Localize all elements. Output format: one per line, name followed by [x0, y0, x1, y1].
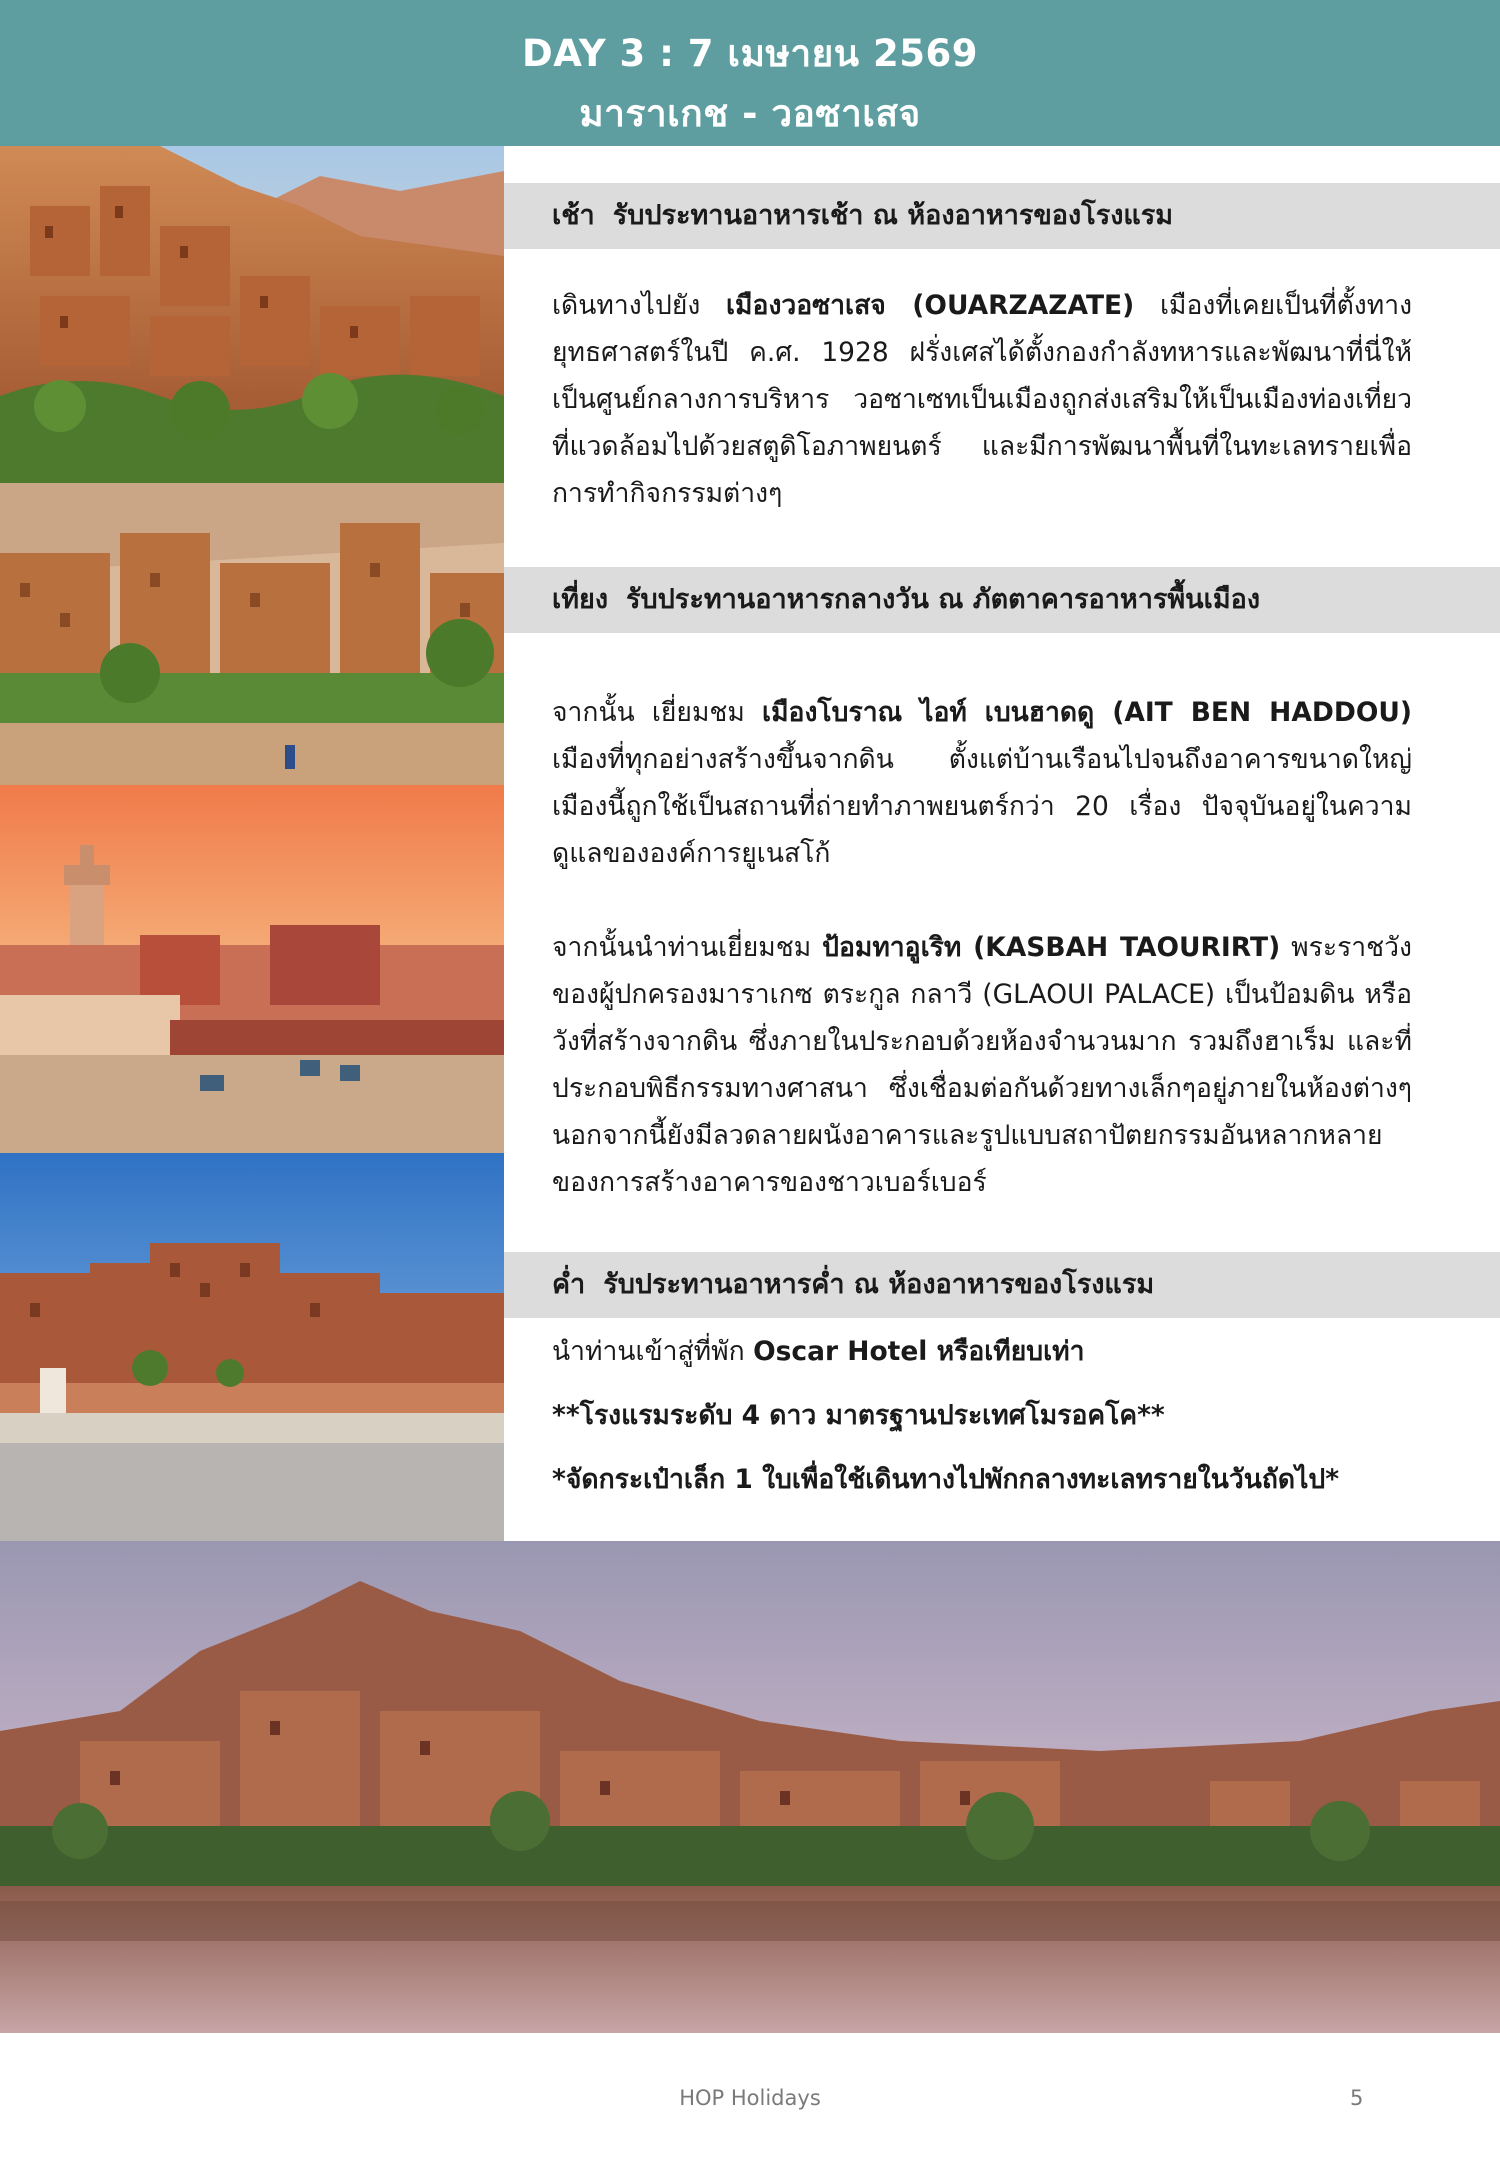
luggage-note: *จัดกระเป๋าเล็ก 1 ใบเพื่อใช้เดินทางไปพักกลางทะเลทรายในวันถัดไป* [552, 1464, 1340, 1495]
photo-kasbah-taourirt [0, 1153, 504, 1541]
kasbah-taourirt-name: ป้อมทาอูเริท (KASBAH TAOURIRT) [822, 932, 1281, 963]
lunch-bar [504, 567, 1500, 633]
day-title: DAY 3 : 7 เมษายน 2569 [522, 32, 978, 75]
paragraph-kasbah-taourirt: จากนั้นนำท่านเยี่ยมชม ป้อมทาอูเริท (KASBAH TAOURIRT) พระราชวังของผู้ปกครองมาราเกซ ตระกูล กลาวี (GLAOUI PALACE) เป็นป้อมดิน หรือ วังที่สร้างจากดิน ซึ่งภายในประกอบด้วยห้องจำนวนมาก รวมถึงฮาเร็ม และที่ประกอบพิธีกรรมทางศาสนา ซึ่งเชื่อมต่อกันด้วยทางเล็กๆอยู่ภายในห้องต่างๆ นอกจากนี้ยังมีลวดลายผนังอาคารและรูปแบบสถาปัตยกรรมอันหลากหลายของการสร้างอาคารของชาวเบอร์เบอร์ [552, 932, 1412, 1198]
dinner-text: รับประทานอาหารค่ำ ณ ห้องอาหารของโรงแรม [603, 1269, 1155, 1300]
ouarzazate-name: เมืองวอซาเสจ (OUARZAZATE) [726, 290, 1135, 321]
paragraph-ouarzazate: เดินทางไปยัง เมืองวอซาเสจ (OUARZAZATE) เมืองที่เคยเป็นที่ตั้งทางยุทธศาสตร์ในปี ค.ศ. 1928 ฝรั่งเศสได้ตั้งกองกำลังทหารและพัฒนาที่นี่ให้เป็นศูนย์กลางการบริหาร วอซาเซทเป็นเมืองถูกส่งเสริมให้เป็นเมืองท่องเที่ยวที่แวดล้อมไปด้วยสตูดิโอภาพยนตร์ และมีการพัฒนาพื้นที่ในทะเลทรายเพื่อการทำกิจกรรมต่างๆ [552, 290, 1413, 509]
breakfast-text: รับประทานอาหารเช้า ณ ห้องอาหารของโรงแรม [612, 200, 1174, 231]
hotel-name: Oscar Hotel หรือเทียบเท่า [753, 1336, 1085, 1367]
hotel-line: นำท่านเข้าสู่ที่พัก Oscar Hotel หรือเทียบเท่า [552, 1336, 1085, 1367]
photo-kasbah-hill [0, 146, 504, 483]
photo-marrakech-square [0, 785, 504, 1153]
breakfast-bar [504, 183, 1500, 249]
dinner-bar [504, 1252, 1500, 1318]
lunch-text: รับประทานอาหารกลางวัน ณ ภัตตาคารอาหารพื้นเมือง [626, 584, 1261, 615]
ait-ben-haddou-name: เมืองโบราณ ไอท์ เบนฮาดดู (AIT BEN HADDOU) [762, 697, 1412, 728]
day-header [0, 0, 1500, 146]
route-title: มาราเกช - วอซาเสจ [579, 92, 921, 135]
footer-brand: HOP Holidays [679, 2086, 821, 2110]
hotel-grade: **โรงแรมระดับ 4 ดาว มาตรฐานประเทศโมรอคโค** [552, 1400, 1165, 1431]
photo-kasbah-reflection [0, 1541, 1500, 2033]
breakfast-label: เช้า [552, 200, 595, 231]
page-number: 5 [1350, 2086, 1364, 2110]
photo-ait-ben-haddou [0, 483, 504, 785]
lunch-label: เที่ยง [552, 584, 609, 615]
dinner-label: ค่ำ [552, 1269, 586, 1300]
paragraph-ait-ben-haddou: จากนั้น เยี่ยมชม เมืองโบราณ ไอท์ เบนฮาดดู (AIT BEN HADDOU) เมืองที่ทุกอย่างสร้างขึ้นจากดิน ตั้งแต่บ้านเรือนไปจนถึงอาคารขนาดใหญ่ เมืองนี้ถูกใช้เป็นสถานที่ถ่ายทำภาพยนตร์กว่า 20 เรื่อง ปัจจุบันอยู่ในความดูแลขององค์การยูเนสโก้ [552, 697, 1412, 869]
